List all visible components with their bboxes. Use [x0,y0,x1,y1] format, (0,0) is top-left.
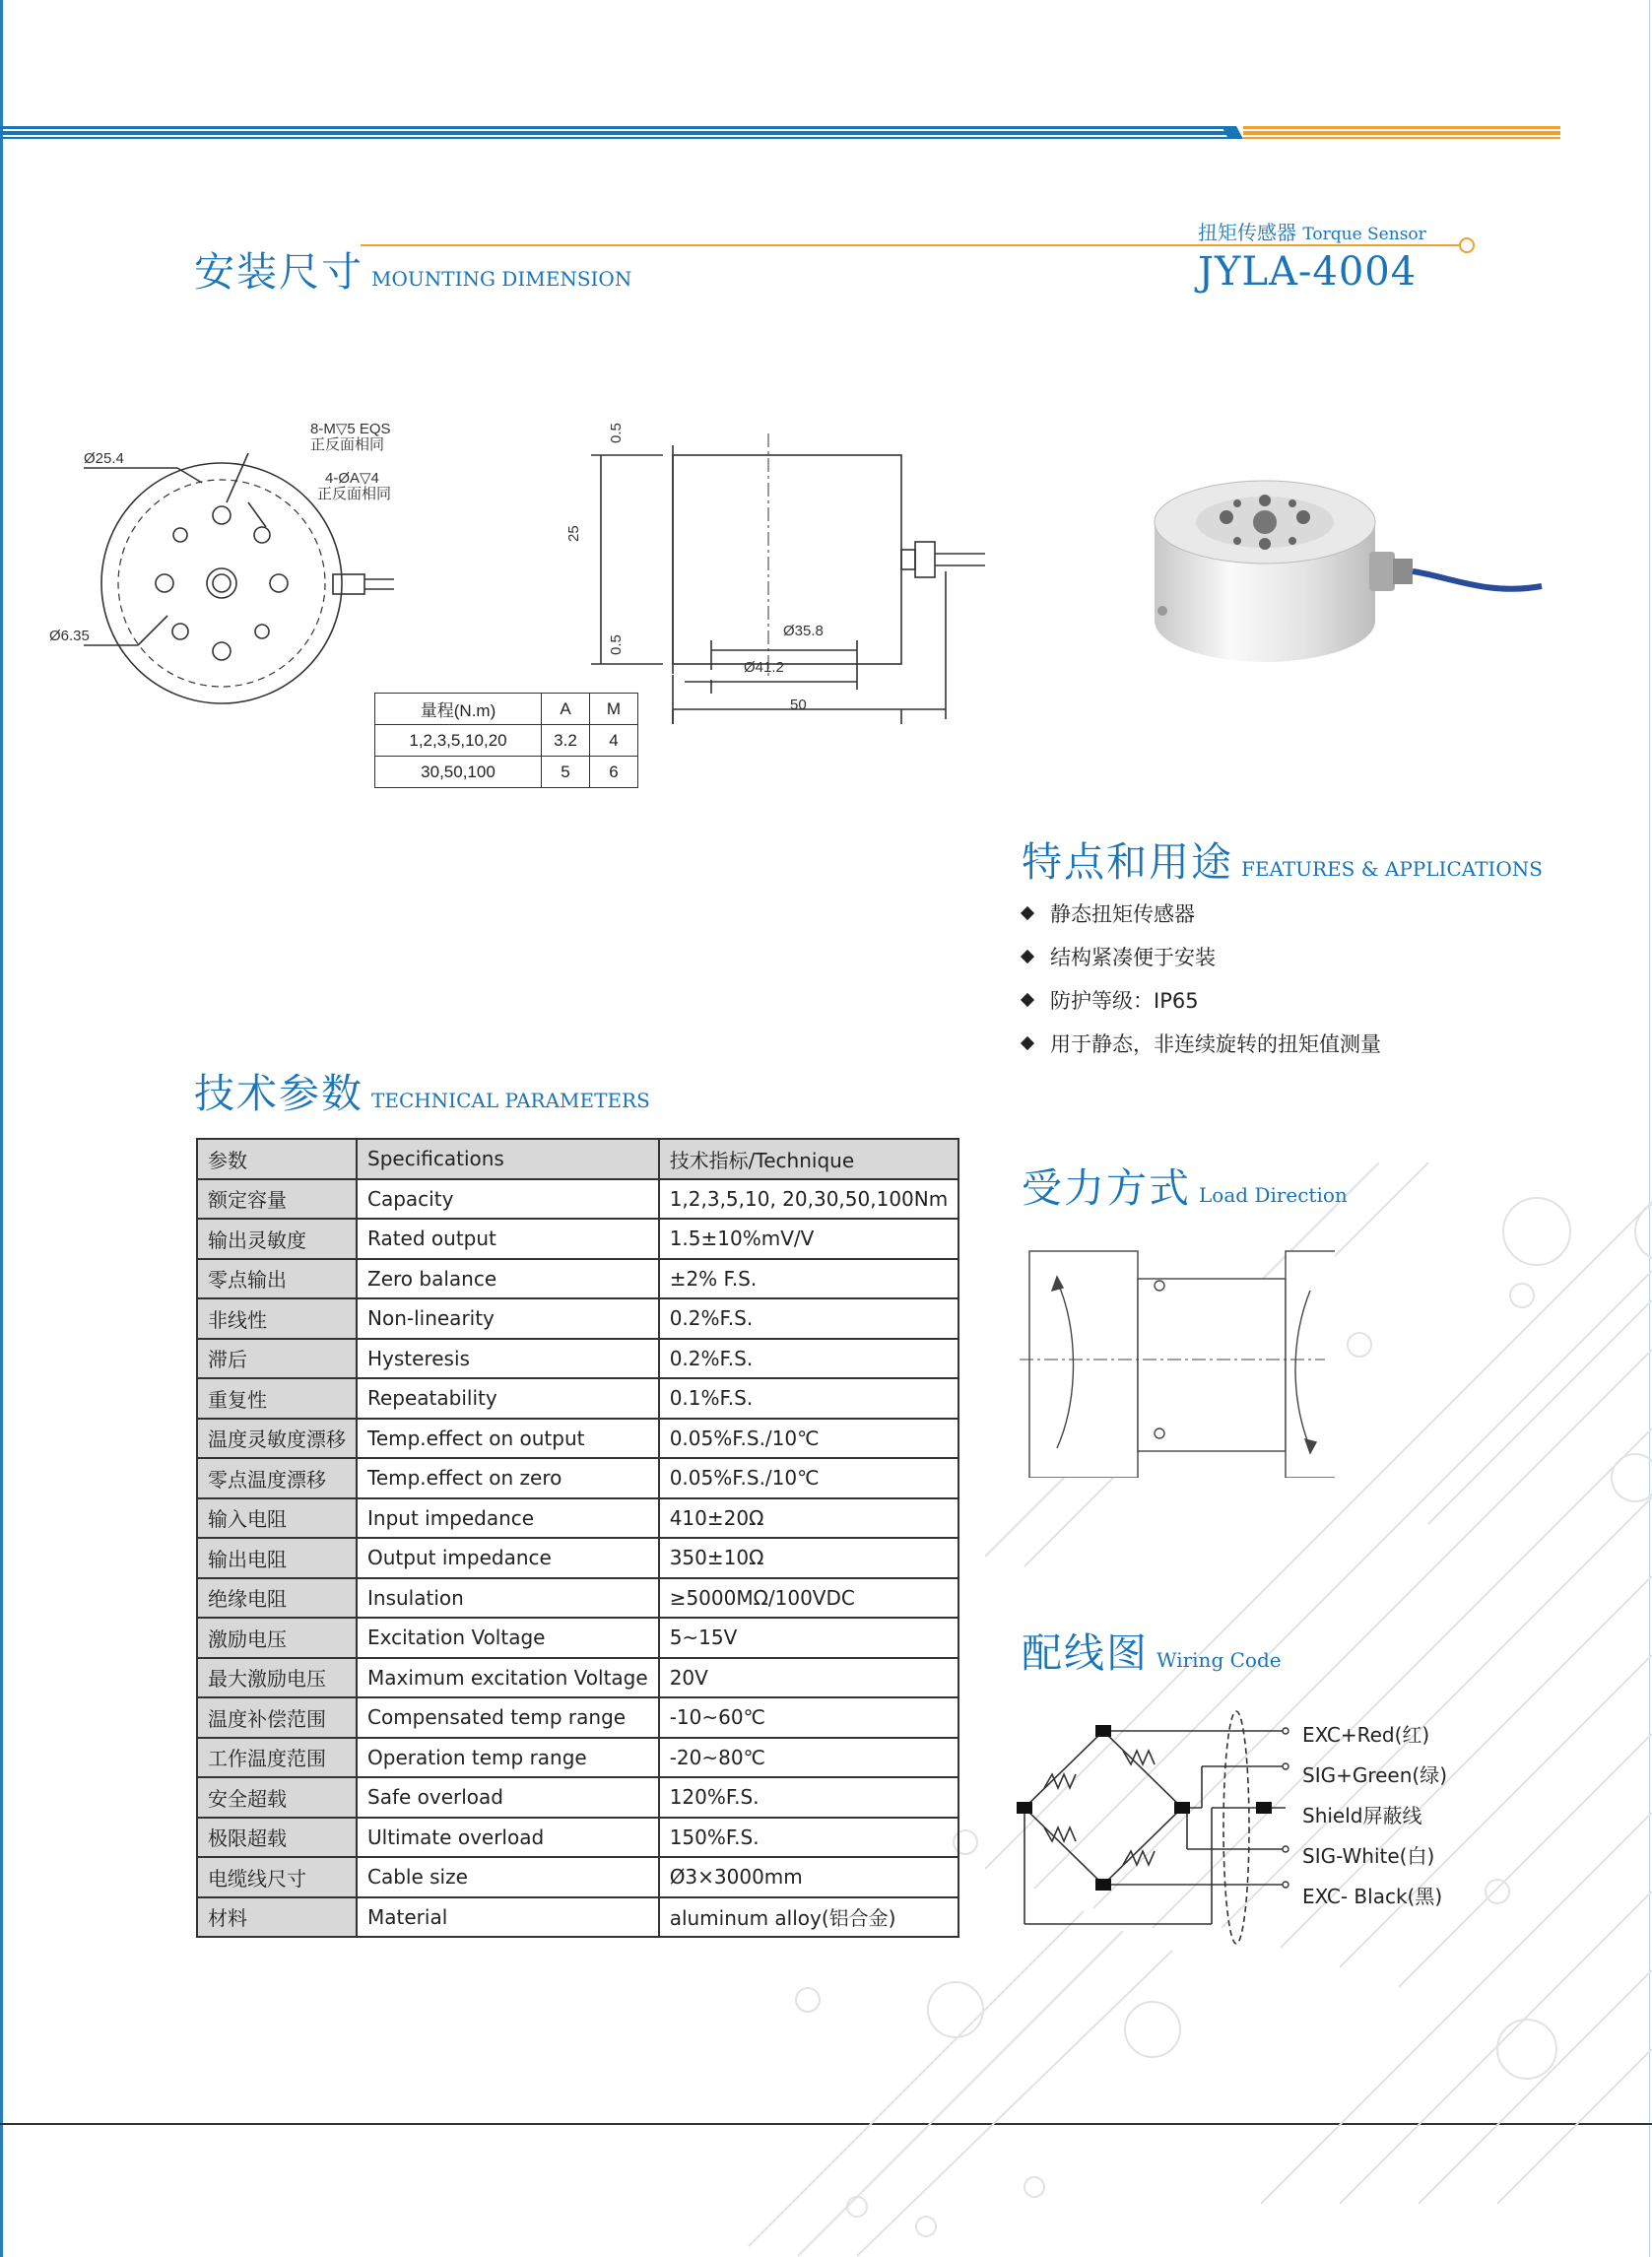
table-row [197,1777,958,1818]
table-cell: -10~60℃ [659,1697,959,1738]
table-cell: Rated output [357,1219,659,1259]
table-cell: 参数 [197,1139,357,1179]
table-cell: 极限超载 [197,1818,357,1858]
thread-note: 8-M▽5 EQS [310,421,391,437]
wire-label: SIG+Green(绿) [1302,1763,1448,1787]
table-cell: Ø3×3000mm [659,1857,959,1897]
table-cell: ≥5000MΩ/100VDC [659,1578,959,1619]
hole-note2: 正反面相同 [317,486,392,502]
table-row [197,1738,958,1778]
table-cell: 150%F.S. [659,1818,959,1858]
technical-title-cn: 技术参数 [194,1070,363,1117]
table-cell: Repeatability [357,1378,659,1419]
table-cell: 材料 [197,1897,357,1938]
wiring-section-title [1022,1621,1282,1679]
feature-text: 防护等级：IP65 [1050,989,1199,1013]
table-cell: 非线性 [197,1298,357,1339]
technical-parameters-table [196,1138,959,1938]
table-cell: 0.05%F.S./10℃ [659,1458,959,1498]
mounting-section-title [194,239,631,298]
dim-flange-dia: Ø41.2 [744,659,784,676]
feature-text: 用于静态，非连续旋转的扭矩值测量 [1050,1032,1381,1056]
wiring-title-cn: 配线图 [1022,1629,1149,1677]
table-row [197,1538,958,1578]
technical-title-en: TECHNICAL PARAMETERS [371,1089,650,1112]
table-cell: Temp.effect on zero [357,1458,659,1498]
table-cell: 零点输出 [197,1259,357,1299]
feature-item [1023,1022,1381,1065]
bullet-icon [1021,993,1034,1007]
table-cell: 输入电阻 [197,1498,357,1539]
product-category-en: Torque Sensor [1302,225,1426,244]
table-cell: 输出电阻 [197,1538,357,1578]
range-table-header: 量程(N.m) [375,694,542,725]
table-cell: 0.2%F.S. [659,1298,959,1339]
bullet-icon [1021,906,1034,920]
header-line-end-icon [1459,237,1475,253]
table-cell: 滞后 [197,1339,357,1379]
table-cell: 0.2%F.S. [659,1339,959,1379]
table-cell: Output impedance [357,1538,659,1578]
feature-item [1023,978,1381,1022]
table-row [197,1458,958,1498]
table-cell: Material [357,1897,659,1938]
table-cell: Compensated temp range [357,1697,659,1738]
table-cell: 温度灵敏度漂移 [197,1419,357,1459]
table-cell: Input impedance [357,1498,659,1539]
technical-section-title [194,1061,650,1119]
wiring-diagram [1015,1690,1290,1946]
wire-label: EXC+Red(红) [1302,1723,1430,1747]
table-row [197,1219,958,1259]
table-cell: 工作温度范围 [197,1738,357,1778]
table-cell: 绝缘电阻 [197,1578,357,1619]
range-table-header: A [542,694,590,725]
table-row [197,1658,958,1698]
table-cell: 350±10Ω [659,1538,959,1578]
table-cell: 最大激励电压 [197,1658,357,1698]
features-list [1023,892,1381,1065]
table-cell: Excitation Voltage [357,1618,659,1658]
table-cell: 0.1%F.S. [659,1378,959,1419]
features-title-en: FEATURES & APPLICATIONS [1241,857,1543,881]
load-direction-diagram [1020,1241,1335,1478]
dim-body-dia: Ø35.8 [783,623,824,639]
dim-shaft-dia: Ø6.35 [49,628,90,644]
table-cell: 零点温度漂移 [197,1458,357,1498]
table-header-row [197,1139,958,1179]
table-cell: 技术指标/Technique [659,1139,959,1179]
table-cell: Non-linearity [357,1298,659,1339]
bullet-icon [1021,1036,1034,1050]
product-category [1198,217,1426,245]
table-cell: 额定容量 [197,1179,357,1220]
bullet-icon [1021,950,1034,963]
dim-length: 50 [790,697,807,713]
table-cell: 0.05%F.S./10℃ [659,1419,959,1459]
table-row [197,1578,958,1619]
table-row [197,1179,958,1220]
table-row [197,1618,958,1658]
features-title-cn: 特点和用途 [1022,838,1233,886]
table-cell: 1,2,3,5,10, 20,30,50,100Nm [659,1179,959,1220]
load-section-title [1022,1156,1348,1214]
table-cell: 120%F.S. [659,1777,959,1818]
wire-label: SIG-White(白) [1302,1844,1435,1868]
feature-text: 结构紧凑便于安装 [1050,946,1216,969]
range-table-cell: 6 [590,757,638,788]
product-photo [1133,448,1547,675]
table-cell: 1.5±10%mV/V [659,1219,959,1259]
front-view-outer [101,463,342,703]
table-cell: 电缆线尺寸 [197,1857,357,1897]
wire-label: Shield屏蔽线 [1302,1804,1422,1827]
table-row [197,1498,958,1539]
table-cell: 安全超载 [197,1777,357,1818]
wire-label: EXC- Black(黑) [1302,1885,1443,1908]
table-row [197,1298,958,1339]
table-row [197,1857,958,1897]
wiring-labels [1302,1715,1447,1917]
feature-text: 静态扭矩传感器 [1050,902,1195,926]
range-table-cell: 4 [590,725,638,757]
table-cell: Capacity [357,1179,659,1220]
range-table-cell: 30,50,100 [375,757,542,788]
table-cell: 激励电压 [197,1618,357,1658]
range-table-cell: 1,2,3,5,10,20 [375,725,542,757]
header-stripe [0,122,1652,144]
table-cell: Hysteresis [357,1339,659,1379]
table-cell: Insulation [357,1578,659,1619]
range-table-cell: 5 [542,757,590,788]
table-cell: 20V [659,1658,959,1698]
table-row [197,1897,958,1938]
wiring-title-en: Wiring Code [1156,1648,1282,1672]
feature-item [1023,935,1381,978]
table-cell: 输出灵敏度 [197,1219,357,1259]
table-row [197,1378,958,1419]
dim-gap-top: 0.5 [608,423,625,443]
table-row [197,1818,958,1858]
model-number: JYLA-4004 [1198,249,1418,295]
table-cell: Safe overload [357,1777,659,1818]
thread-note2: 正反面相同 [310,436,385,453]
product-category-cn: 扭矩传感器 [1198,221,1296,244]
table-cell: Zero balance [357,1259,659,1299]
table-cell: aluminum alloy(铝合金) [659,1897,959,1938]
table-cell: Specifications [357,1139,659,1179]
table-row [197,1259,958,1299]
range-table-cell: 3.2 [542,725,590,757]
table-cell: -20~80℃ [659,1738,959,1778]
table-cell: Maximum excitation Voltage [357,1658,659,1698]
load-title-cn: 受力方式 [1022,1164,1191,1212]
table-cell: 温度补偿范围 [197,1697,357,1738]
table-cell: 重复性 [197,1378,357,1419]
mounting-title-en: MOUNTING DIMENSION [371,267,632,291]
table-cell: Operation temp range [357,1738,659,1778]
dim-height: 25 [565,525,582,542]
table-row [197,1339,958,1379]
dim-gap-bottom: 0.5 [608,634,625,655]
table-row [197,1697,958,1738]
feature-item [1023,892,1381,935]
table-cell: Temp.effect on output [357,1419,659,1459]
table-cell: 5~15V [659,1618,959,1658]
table-cell: Ultimate overload [357,1818,659,1858]
hole-note: 4-ØA▽4 [325,470,379,487]
features-section-title [1022,830,1543,888]
table-cell: Cable size [357,1857,659,1897]
range-table [374,693,638,788]
table-cell: 410±20Ω [659,1498,959,1539]
left-edge-line [0,0,3,2257]
dim-outer-dia: Ø25.4 [84,450,124,467]
table-cell: ±2% F.S. [659,1259,959,1299]
load-title-en: Load Direction [1199,1183,1348,1207]
range-table-header: M [590,694,638,725]
table-row [197,1419,958,1459]
mounting-title-cn: 安装尺寸 [194,248,363,296]
